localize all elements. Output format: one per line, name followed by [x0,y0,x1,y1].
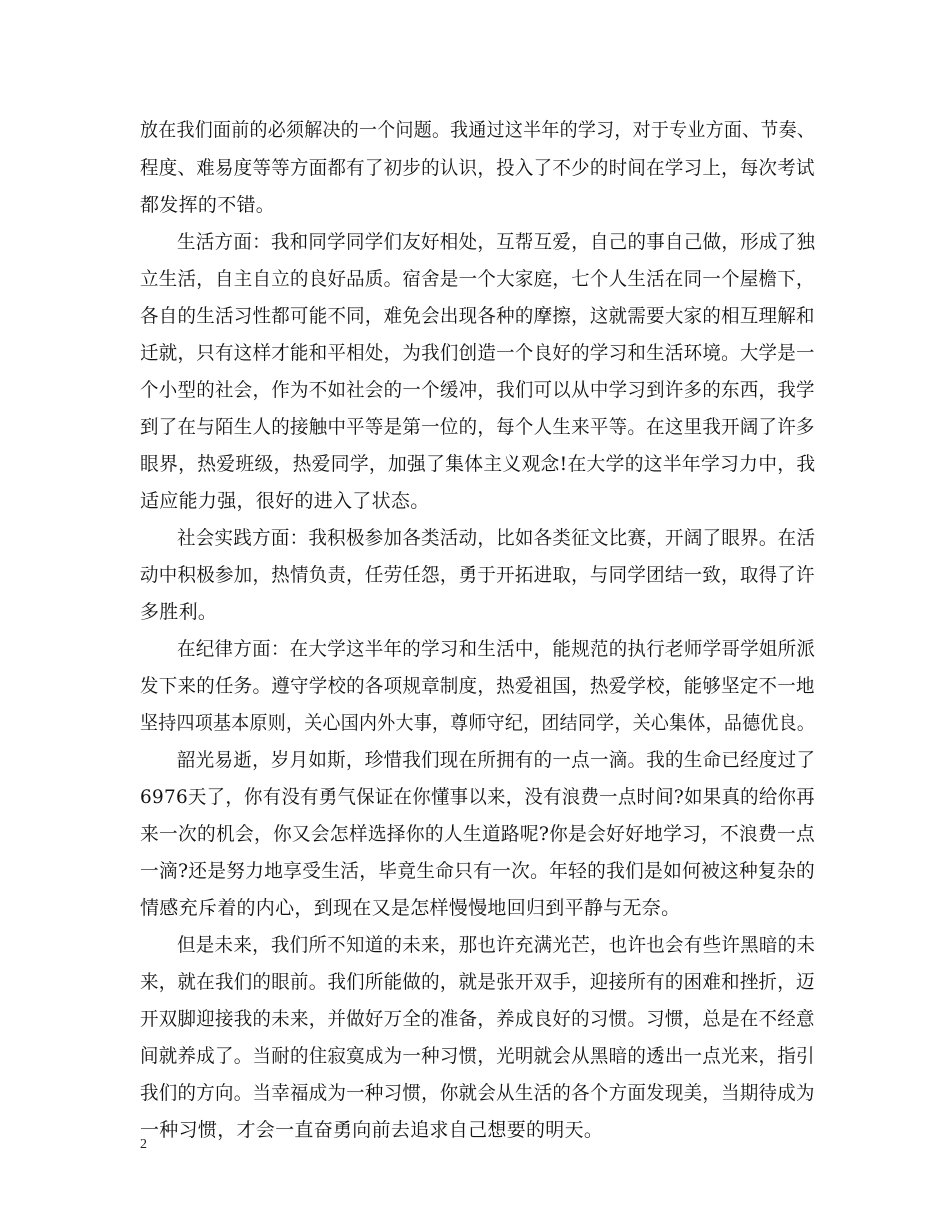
text-line: 一种习惯，才会一直奋勇向前去追求自己想要的明天。 [140,1119,604,1141]
text-line: 眼界，热爱班级，热爱同学，加强了集体主义观念!在大学的这半年学习力中，我 [140,453,816,475]
text-line: 动中积极参加，热情负责，任劳任怨，勇于开拓进取，与同学团结一致，取得了许 [140,564,815,586]
text-line: 来一次的机会，你又会怎样选择你的人生道路呢?你是会好好地学习，不浪费一点 [140,823,816,845]
paragraph-start-line: 在纪律方面：在大学这半年的学习和生活中，能规范的执行老师学哥学姐所派 [177,638,816,660]
text-line: 个小型的社会，作为不如社会的一个缓冲，我们可以从中学习到许多的东西，我学 [140,379,815,401]
page-number: 2 [140,1137,147,1152]
text-line: 到了在与陌生人的接触中平等是第一位的，每个人生来平等。在这里我开阔了许多 [140,416,815,438]
text-line: 我们的方向。当幸福成为一种习惯，你就会从生活的各个方面发现美，当期待成为 [140,1082,815,1104]
text-line: 各自的生活习性都可能不同，难免会出现各种的摩擦，这就需要大家的相互理解和 [140,305,815,327]
text-line: 适应能力强，很好的进入了状态。 [140,490,430,512]
text-line: 发下来的任务。遵守学校的各项规章制度，热爱祖国，热爱学校，能够坚定不一地 [140,675,815,697]
text-line: 放在我们面前的必须解决的一个问题。我通过这半年的学习，对于专业方面、节奏、 [140,119,816,141]
text-line: 间就养成了。当耐的住寂寞成为一种习惯，光明就会从黑暗的透出一点光来，指引 [140,1045,815,1067]
paragraph-start-line: 生活方面：我和同学同学们友好相处，互帮互爱，自己的事自己做，形成了独 [177,231,816,253]
paragraph-start-line: 但是未来，我们所不知道的未来，那也许充满光芒，也许也会有些许黑暗的未 [177,934,816,956]
paragraph-start-line: 韶光易逝，岁月如斯，珍惜我们现在所拥有的一点一滴。我的生命已经度过了 [177,749,816,771]
text-line: 一滴?还是努力地享受生活，毕竟生命只有一次。年轻的我们是如何被这种复杂的 [140,860,816,882]
text-line: 坚持四项基本原则，关心国内外大事，尊师守纪，团结同学，关心集体，品德优良。 [140,712,816,734]
text-line: 多胜利。 [140,601,218,623]
text-line: 情感充斥着的内心，到现在又是怎样慢慢地回归到平静与无奈。 [140,897,681,919]
text-line: 程度、难易度等等方面都有了初步的认识，投入了不少的时间在学习上，每次考试 [140,157,815,179]
paragraph-start-line: 社会实践方面：我积极参加各类活动，比如各类征文比赛，开阔了眼界。在活 [177,527,816,549]
text-line: 开双脚迎接我的未来，并做好万全的准备，养成良好的习惯。习惯，总是在不经意 [140,1008,815,1030]
text-line: 6976天了，你有没有勇气保证在你懂事以来，没有浪费一点时间?如果真的给你再 [140,786,815,808]
text-line: 立生活，自主自立的良好品质。宿舍是一个大家庭，七个人生活在同一个屋檐下， [140,268,815,290]
text-line: 都发挥的不错。 [140,194,276,216]
text-line: 迁就，只有这样才能和平相处，为我们创造一个良好的学习和生活环境。大学是一 [140,342,815,364]
text-line: 来，就在我们的眼前。我们所能做的，就是张开双手，迎接所有的困难和挫折，迈 [140,971,815,993]
